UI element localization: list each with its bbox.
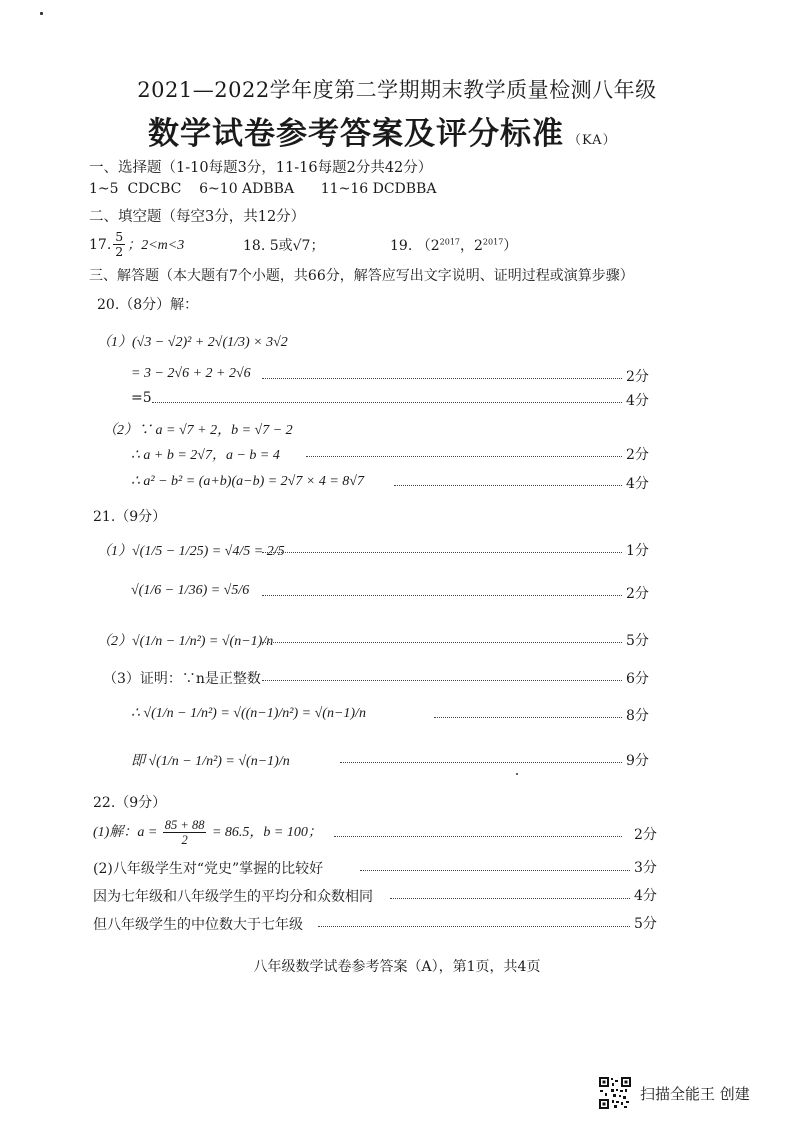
leader-dots (262, 642, 622, 643)
leader-dots (360, 870, 630, 871)
q19-exp2: 2017 (482, 237, 504, 247)
section3-heading: 三、解答题（本大题有7个小题，共66分，解答应写出文字说明、证明过程或演算步骤） (89, 268, 634, 284)
q22-mean-denominator: 2 (181, 833, 188, 848)
leader-dots (390, 898, 630, 899)
q19-exp1: 2017 (439, 237, 460, 247)
leader-dots (340, 762, 622, 763)
q22-line4-score: 5分 (634, 916, 657, 932)
exam-title-line1: 2021—2022学年度第二学期期末教学质量检测八年级 (137, 78, 657, 102)
q17-label: 17. (89, 236, 112, 253)
q22-line1-rest: = 86.5，b = 100； (211, 825, 322, 841)
page-footer: 八年级数学试卷参考答案（A），第1页，共4页 (253, 959, 541, 975)
q21-line4-score: 6分 (626, 671, 649, 687)
leader-dots (262, 552, 622, 553)
q22-line1-prefix: (1)解：a = (93, 825, 158, 841)
q19-open: （2 (416, 238, 440, 254)
q17-denominator: 2 (115, 244, 124, 260)
q21-line5-score: 8分 (626, 708, 649, 724)
q20-part2-step1-score: 2分 (626, 447, 649, 463)
q20-part1-step2-score: 4分 (626, 393, 649, 409)
q20-part1-expression: （1）(√3 − √2)² + 2√(1/3) × 3√2 (97, 335, 288, 350)
q20-part1-step2: =5 (131, 390, 152, 406)
q20-part2-given: （2）∵ a = √7 + 2，b = √7 − 2 (103, 423, 293, 438)
q17-range: ；2<m<3 (127, 237, 185, 253)
scan-speck (40, 12, 43, 15)
exam-title-line2 (148, 108, 617, 153)
leader-dots (262, 680, 622, 681)
q22-mean-numerator: 85 + 88 (164, 818, 205, 832)
q22-line3: 因为七年级和八年级学生的平均分和众数相同 (93, 889, 373, 905)
exam-title-suffix: （KA） (568, 133, 617, 148)
q20-heading: 20.（8分）解： (97, 297, 199, 313)
q22-heading: 22.（9分） (93, 795, 167, 811)
scanner-watermark: 扫描全能王 创建 (640, 1085, 750, 1103)
leader-dots (152, 402, 622, 403)
scan-speck (516, 773, 518, 775)
q21-line5: ∴ √(1/n − 1/n²) = √((n−1)/n²) = √(n−1)/n (131, 706, 366, 721)
qr-code-icon (598, 1076, 632, 1110)
leader-dots (306, 456, 622, 457)
leader-dots (318, 926, 630, 927)
q20-part1-step1: = 3 − 2√6 + 2 + 2√6 (131, 366, 251, 381)
q22-line4: 但八年级学生的中位数大于七年级 (93, 917, 303, 933)
q20-part2-step2-score: 4分 (626, 476, 649, 492)
leader-dots (334, 836, 622, 837)
q21-line3-score: 5分 (626, 633, 649, 649)
q21-line4: （3）证明：∵n是正整数 (103, 671, 261, 687)
leader-dots (394, 485, 622, 486)
q22-line1 (93, 818, 322, 848)
q21-line2-score: 2分 (626, 586, 649, 602)
q19-close: ） (503, 238, 518, 254)
q17-numerator: 5 (115, 229, 124, 244)
leader-dots (262, 595, 622, 596)
q21-line6-score: 9分 (626, 753, 649, 769)
q20-part2-step1: ∴ a + b = 2√7，a − b = 4 (131, 448, 280, 463)
q21-line6: 即 √(1/n − 1/n²) = √(n−1)/n (131, 754, 290, 769)
q22-line3-score: 4分 (634, 888, 657, 904)
q22-line2-score: 3分 (634, 860, 657, 876)
q18-answer: 18. 5或√7； (243, 238, 325, 254)
q21-line1: （1）√(1/5 − 1/25) = √4/5 = 2/5 (97, 544, 285, 559)
q21-heading: 21.（9分） (93, 509, 167, 525)
q20-part1-step1-score: 2分 (626, 369, 649, 385)
section1-heading: 一、选择题（1-10每题3分，11-16每题2分共42分） (89, 160, 433, 176)
q17-answer (89, 230, 184, 260)
q22-line1-score: 2分 (634, 827, 657, 843)
q17-fraction (113, 230, 125, 260)
q21-line2: √(1/6 − 1/36) = √5/6 (131, 583, 250, 598)
q19-answer (390, 235, 517, 255)
q21-line1-score: 1分 (626, 543, 649, 559)
q19-mid: ，2 (460, 238, 483, 254)
q19-label: 19. (390, 238, 413, 254)
section2-heading: 二、填空题（每空3分，共12分） (89, 209, 306, 225)
leader-dots (262, 378, 622, 379)
leader-dots (434, 717, 622, 718)
q22-mean-fraction (163, 818, 207, 848)
q22-line2: (2)八年级学生对“党史”掌握的比较好 (93, 861, 324, 877)
exam-title-main: 数学试卷参考答案及评分标准 (148, 116, 564, 152)
q20-part2-step2: ∴ a² − b² = (a+b)(a−b) = 2√7 × 4 = 8√7 (131, 474, 364, 489)
q21-line3: （2）√(1/n − 1/n²) = √(n−1)/n (97, 634, 274, 649)
section1-answers: 1~5 CDCBC 6~10 ADBBA 11~16 DCDBBA (89, 181, 437, 197)
